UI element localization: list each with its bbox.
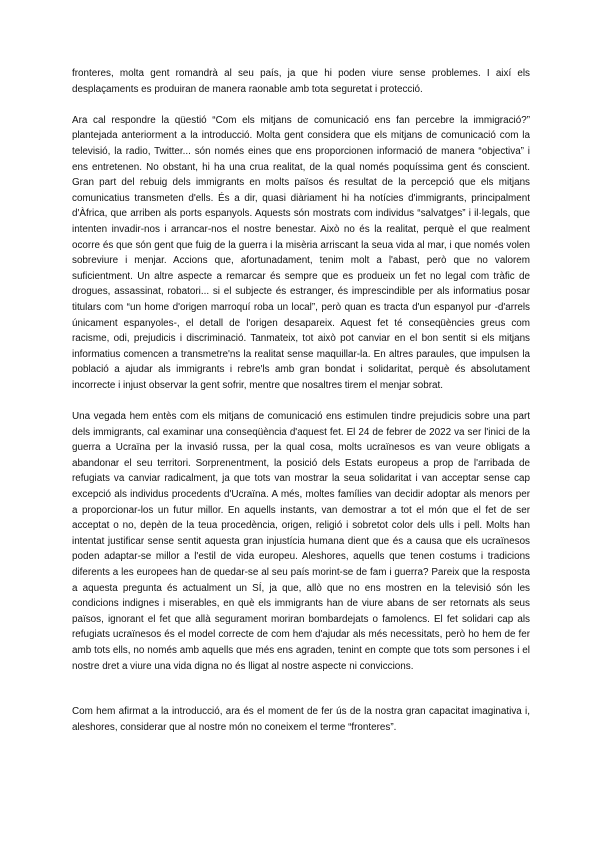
paragraph-ukraine-consequence: Una vegada hem entès com els mitjans de comunicació ens estimulen tindre prejudicis sobre una part dels immigrants, cal examinar una conseqüència d'aquest fet. El 24 de febrer de 2022 va ser l'inici de la guerra a Ucraïna per la invasió russa, per la qual cosa, molts ucraïnesos es van veure obligats a abandonar el seu territori. Sorprenentment, la posició dels Estats europeus a prop de l'arribada de refugiats va canviar radicalment, ja que tots van mostrar la seua solidaritat i van acceptar sense cap excepció als individus procedents d'Ucraïna. A més, moltes famílies van decidir adoptar als menors per a proporcionar-los un futur millor. En aquells instants, van demostrar a tot el món que el fet de ser acceptat o no, depèn de la teua procedència, origen, religió i sobretot color dels ulls i pell. Molts han intentat justificar sense sentit aquesta gran injustícia humana dient que és a causa que els ucraïnesos poden adaptar-se millor a l'estil de vida europeu. Aleshores, aquells que tenen costums i tradicions diferents a les europees han de quedar-se al seu país morint-se de fam i guerra? Pareix que la resposta a aquesta pregunta és actualment un SÍ, ja que, allò que no ens mostren en la televisió són les condicions indignes i miserables, en què els immigrants han de viure abans de ser retornats als seus països, ignorant el fet que allà segurament moriran bombardejats o famolencs. El fet solidari cap als refugiats ucraïnesos és el model correcte de com hem d'ajudar als més necessitats, però ho hem de fer amb tots ells, no només amb aquells que més ens agraden, tenint en compte que tots som persones i el nostre dret a viure una vida digna no és lligat al nostre aspecte ni conviccions.: [72, 411, 530, 672]
paragraph-conclusion: Com hem afirmat a la introducció, ara és el moment de fer ús de la nostra gran capacitat imaginativa i, aleshores, considerar que al nostre món no coneixem el terme “fronteres”.: [72, 706, 530, 733]
document-page: [72, 66, 530, 735]
paragraph-intro-continuation: fronteres, molta gent romandrà al seu país, ja que hi poden viure sense problemes. I així els desplaçaments es produiran de manera raonable amb tota seguretat i protecció.: [72, 68, 530, 95]
paragraph-media-perception: Ara cal respondre la qüestió “Com els mitjans de comunicació ens fan percebre la immigració?” plantejada anteriorment a la introducció. Molta gent considera que els mitjans de comunicació com la televisió, la radio, Twitter... són només eines que ens proporcionen informació de manera “objectiva” i ens entretenen. No obstant, hi ha una crua realitat, de la qual només poquíssima gent és conscient. Gran part del rebuig dels immigrants en molts països és resultat de la percepció que els mitjans comunicatius transmeten d'ells. És a dir, quasi diàriament hi ha notícies d'immigrants, principalment d'Àfrica, que arriben als ports espanyols. Aquests són mostrats com individus “salvatges” i il·legals, que intenten invadir-nos i arrancar-nos el nostre benestar. Això no és la realitat, perquè el que realment ocorre és que són gent que fuig de la guerra i la misèria arriscant la seua vida al mar, i que només volen sobreviure i menjar. Accions que, afortunadament, tenim molt a l'abast, però que no valorem suficientment. Un altre aspecte a remarcar és sempre que es produeix un fet no legal com tràfic de drogues, assassinat, robatori... si el subjecte és estranger, és imprescindible per als informatius posar titulars com “un home d'origen marroquí roba un local”, però quan es tracta d'un espanyol pur -d'arrels únicament espanyoles-, el detall de l'origen desapareix. Aquest fet té conseqüències greus com racisme, odi, prejudicis i discriminació. Tanmateix, tot això pot canviar en el bon sentit si els mitjans informatius comencen a transmetre'ns la realitat sense maquillar-la. En altres paraules, que impulsen la població a ajudar als immigrants i rebre'ls amb gran bondat i solidaritat, perquè és absolutament incorrecte i injust observar la gent sofrir, mentre que nosaltres tirem el menjar sobrat.: [72, 114, 530, 391]
